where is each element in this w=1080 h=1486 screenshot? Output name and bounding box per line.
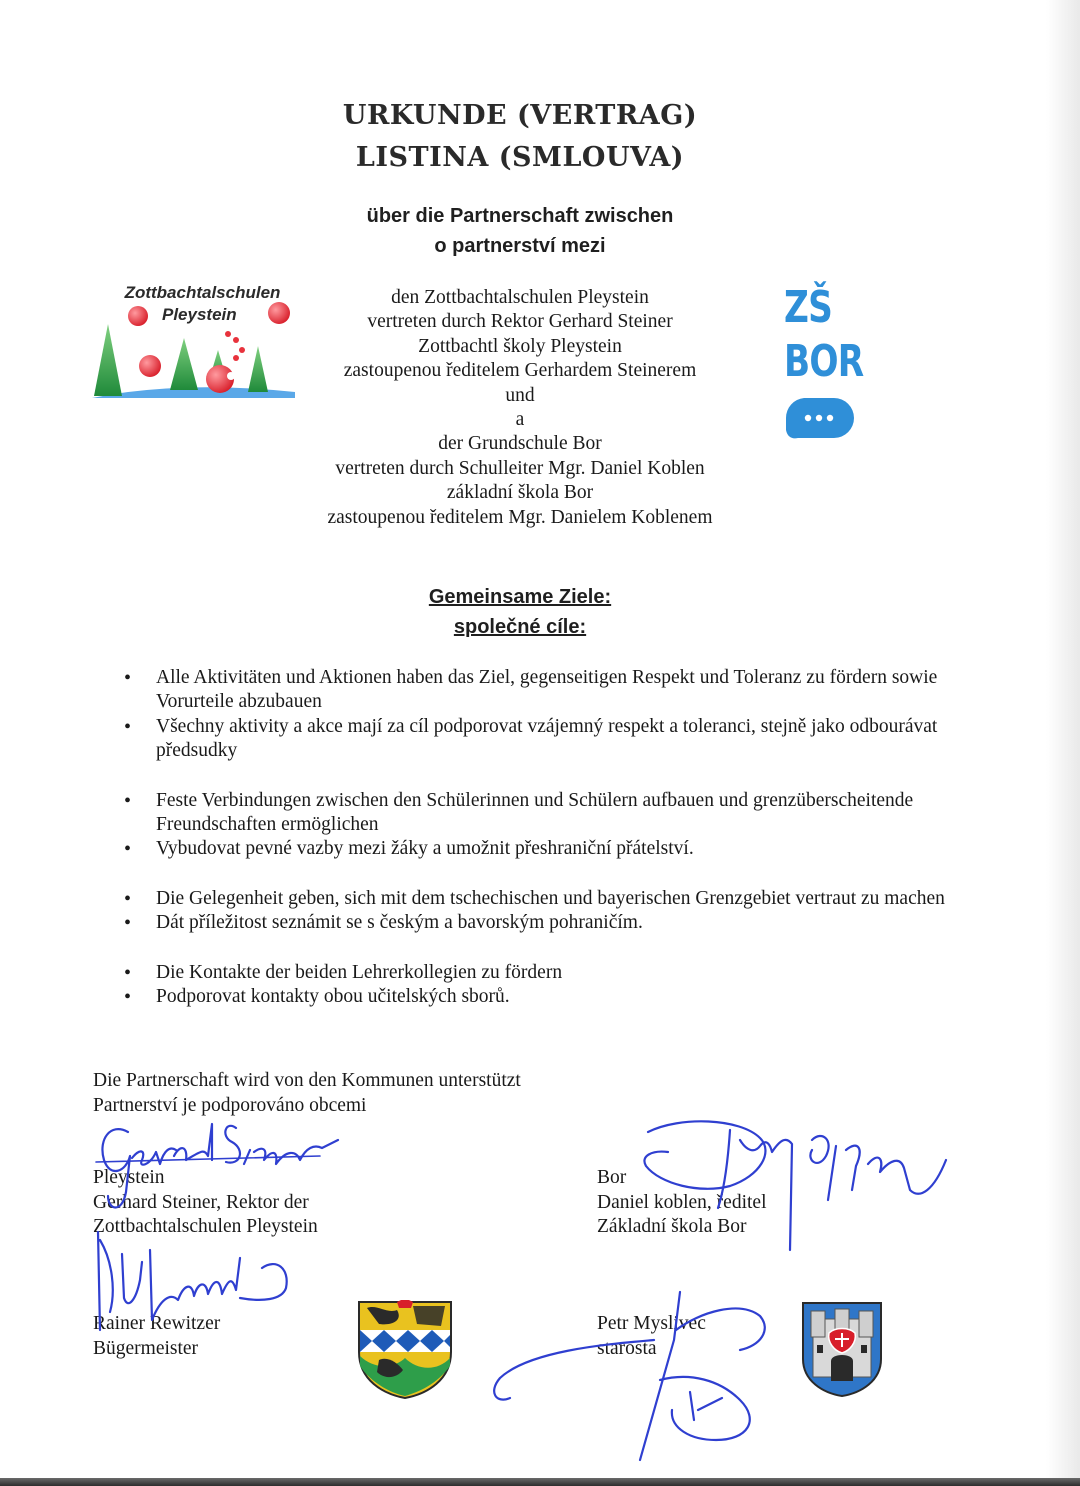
document-title-cz: LISTINA (SMLOUVA): [355, 142, 685, 173]
signatory-line: Bügermeister: [93, 1337, 199, 1359]
signatory-line: Bor: [597, 1167, 627, 1188]
goal-item-de: • Feste Verbindungen zwischen den Schülerinnen und Schülern aufbauen und grenzüberscheitende Freundschaften ermöglichen: [120, 789, 960, 838]
party-line: základní škola Bor: [446, 482, 594, 504]
document-title-de: URKUNDE (VERTRAG): [342, 100, 698, 131]
document-subtitle-cz: o partnerství mezi: [434, 235, 606, 257]
support-de: Die Partnerschaft wird von den Kommunen unterstützt: [93, 1070, 521, 1091]
party-line: Zottbachtl školy Pleystein: [418, 335, 622, 357]
party-line: vertreten durch Schulleiter Mgr. Daniel Koblen: [335, 457, 705, 479]
party-line: den Zottbachtalschulen Pleystein: [391, 287, 649, 308]
signature-myslivec: [494, 1292, 765, 1460]
scan-border: [0, 1478, 1080, 1486]
signatory-line: Základní škola Bor: [597, 1216, 747, 1238]
party-line: zastoupenou ředitelem Mgr. Danielem Koblenem: [327, 506, 713, 528]
goal-item-de: • Alle Aktivitäten und Aktionen haben das Ziel, gegenseitigen Respekt und Toleranz zu fördern sowie Vorurteile abzubauen: [120, 666, 960, 715]
signature-koblen: [644, 1121, 946, 1250]
signatory-line: Pleystein: [93, 1167, 165, 1188]
coat-of-arms-pleystein-icon: [357, 1300, 453, 1400]
party-line: der Grundschule Bor: [438, 433, 602, 455]
goals-heading-de: Gemeinsame Ziele:: [428, 586, 612, 608]
support-cz: Partnerství je podporováno obcemi: [93, 1095, 367, 1116]
signatory-line: starosta: [597, 1337, 657, 1359]
goal-item-cz: • Dát příležitost seznámit se s českým a bavorským pohraničím.: [120, 911, 960, 935]
goal-item-cz: • Vybudovat pevné vazby mezi žáky a umožnit přeshraniční přátelství.: [120, 837, 960, 861]
party-line: vertreten durch Rektor Gerhard Steiner: [367, 311, 673, 333]
goal-item-cz: • Všechny aktivity a akce mají za cíl podporovat vzájemný respekt a toleranci, stejně jako odbourávat předsudky: [120, 715, 960, 764]
logo-right-line2: BOR: [784, 336, 864, 387]
signatory-line: Rainer Rewitzer: [93, 1313, 221, 1334]
goal-item-de: • Die Gelegenheit geben, sich mit dem tschechischen und bayerischen Grenzgebiet vertraut zu machen: [120, 887, 960, 911]
signature-rewitzer: [98, 1232, 287, 1330]
document-subtitle-de: über die Partnerschaft zwischen: [366, 205, 674, 227]
logo-left-subtitle: Pleystein: [162, 305, 237, 324]
goal-item-de: • Die Kontakte der beiden Lehrerkollegien zu fördern: [120, 961, 960, 985]
logo-right-line1: ZŠ: [784, 282, 833, 333]
party-line: a: [515, 409, 525, 431]
signatory-line: Daniel koblen, ředitel: [597, 1191, 767, 1213]
signatory-line: Petr Myslivec: [597, 1313, 706, 1334]
party-line: zastoupenou ředitelem Gerhardem Steinerem: [343, 360, 697, 382]
goals-heading-cz: společné cíle:: [453, 616, 587, 638]
signatory-line: Gerhard Steiner, Rektor der: [93, 1191, 309, 1213]
signature-steiner: [102, 1124, 338, 1208]
coat-of-arms-bor-icon: [801, 1301, 883, 1397]
logo-left-title: Zottbachtalschulen: [124, 283, 281, 302]
goal-item-cz: • Podporovat kontakty obou učitelských sborů.: [120, 985, 960, 1009]
party-line: und: [505, 384, 535, 406]
signatory-line: Zottbachtalschulen Pleystein: [93, 1216, 318, 1238]
